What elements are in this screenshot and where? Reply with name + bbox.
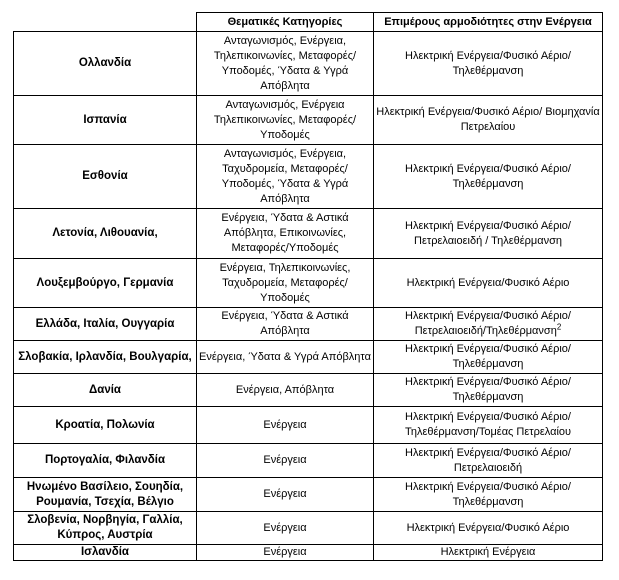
header-country [14, 13, 197, 32]
table-row [14, 478, 603, 512]
table-row [14, 96, 603, 145]
energy-cell: Ηλεκτρική Ενέργεια/Φυσικό Αέριο [374, 259, 603, 308]
country-cell: Σλοβενία, Νορβηγία, Γαλλία, Κύπρος, Αυστρία [14, 512, 197, 545]
country-cell: Κροατία, Πολωνία [14, 407, 197, 444]
table-row [14, 209, 603, 259]
energy-cell: Ηλεκτρική Ενέργεια/Φυσικό Αέριο/ Τηλεθέρμανση [374, 341, 603, 374]
country-cell: Ολλανδία [14, 32, 197, 96]
categories-cell: Ανταγωνισμός, Ενέργεια, Ταχυδρομεία, Μεταφορές/Υποδομές, Ύδατα & Υγρά Απόβλητα [197, 145, 374, 209]
categories-cell: Ανταγωνισμός, Ενέργεια Τηλεπικοινωνίες, Μεταφορές/Υποδομές [197, 96, 374, 145]
categories-cell: Ενέργεια [197, 407, 374, 444]
footnote-marker: 2 [556, 322, 562, 332]
categories-cell: Ενέργεια, Απόβλητα [197, 374, 374, 407]
country-cell: Δανία [14, 374, 197, 407]
energy-cell: Ηλεκτρική Ενέργεια/Φυσικό Αέριο/ Βιομηχανία Πετρελαίου [374, 96, 603, 145]
categories-cell: Ενέργεια, Ύδατα & Υγρά Απόβλητα [197, 341, 374, 374]
regulators-table-container [13, 12, 602, 561]
country-cell: Ελλάδα, Ιταλία, Ουγγαρία [14, 308, 197, 341]
country-cell: Πορτογαλία, Φιλανδία [14, 444, 197, 478]
energy-cell: Ηλεκτρική Ενέργεια/Φυσικό Αέριο/Πετρελαιοειδή [374, 444, 603, 478]
table-row [14, 145, 603, 209]
regulators-table [13, 12, 603, 561]
table-row [14, 407, 603, 444]
energy-cell-text: Ηλεκτρική Ενέργεια/Φυσικό Αέριο/ Πετρελαιοειδή/Τηλεθέρμανση [405, 310, 571, 337]
header-thematic-categories: Θεματικές Κατηγορίες [197, 13, 374, 32]
categories-cell: Ενέργεια, Ύδατα & Αστικά Απόβλητα [197, 308, 374, 341]
table-row [14, 32, 603, 96]
header-energy-competences: Επιμέρους αρμοδιότητες στην Ενέργεια [374, 13, 603, 32]
table-header-row [14, 13, 603, 32]
categories-cell: Ενέργεια [197, 478, 374, 512]
table-row [14, 259, 603, 308]
energy-cell: Ηλεκτρική Ενέργεια/Φυσικό Αέριο/ Πετρελαιοειδή / Τηλεθέρμανση [374, 209, 603, 259]
energy-cell: Ηλεκτρική Ενέργεια/Φυσικό Αέριο/ Τηλεθέρμανση [374, 374, 603, 407]
categories-cell: Ενέργεια [197, 512, 374, 545]
country-cell: Ισπανία [14, 96, 197, 145]
table-row [14, 444, 603, 478]
categories-cell: Ενέργεια [197, 545, 374, 561]
categories-cell: Ενέργεια, Τηλεπικοινωνίες, Ταχυδρομεία, Μεταφορές/Υποδομές [197, 259, 374, 308]
table-row [14, 374, 603, 407]
country-cell: Ηνωμένο Βασίλειο, Σουηδία, Ρουμανία, Τσεχία, Βέλγιο [14, 478, 197, 512]
country-cell: Ισλανδία [14, 545, 197, 561]
energy-cell: Ηλεκτρική Ενέργεια [374, 545, 603, 561]
categories-cell: Ανταγωνισμός, Ενέργεια, Τηλεπικοινωνίες, Μεταφορές/Υποδομές, Ύδατα & Υγρά Απόβλητα [197, 32, 374, 96]
table-row [14, 512, 603, 545]
categories-cell: Ενέργεια [197, 444, 374, 478]
energy-cell: Ηλεκτρική Ενέργεια/Φυσικό Αέριο/Τηλεθέρμανση [374, 478, 603, 512]
country-cell: Λετονία, Λιθουανία, [14, 209, 197, 259]
energy-cell: Ηλεκτρική Ενέργεια/Φυσικό Αέριο [374, 512, 603, 545]
country-cell: Σλοβακία, Ιρλανδία, Βουλγαρία, [14, 341, 197, 374]
country-cell: Λουξεμβούργο, Γερμανία [14, 259, 197, 308]
energy-cell: Ηλεκτρική Ενέργεια/Φυσικό Αέριο/ Τηλεθέρμανση [374, 32, 603, 96]
energy-cell [374, 308, 603, 341]
energy-cell: Ηλεκτρική Ενέργεια/Φυσικό Αέριο/ Τηλεθέρμανση/Τομέας Πετρελαίου [374, 407, 603, 444]
table-row [14, 308, 603, 341]
country-cell: Εσθονία [14, 145, 197, 209]
energy-cell: Ηλεκτρική Ενέργεια/Φυσικό Αέριο/ Τηλεθέρμανση [374, 145, 603, 209]
categories-cell: Ενέργεια, Ύδατα & Αστικά Απόβλητα, Επικοινωνίες, Μεταφορές/Υποδομές [197, 209, 374, 259]
table-row [14, 545, 603, 561]
table-row [14, 341, 603, 374]
